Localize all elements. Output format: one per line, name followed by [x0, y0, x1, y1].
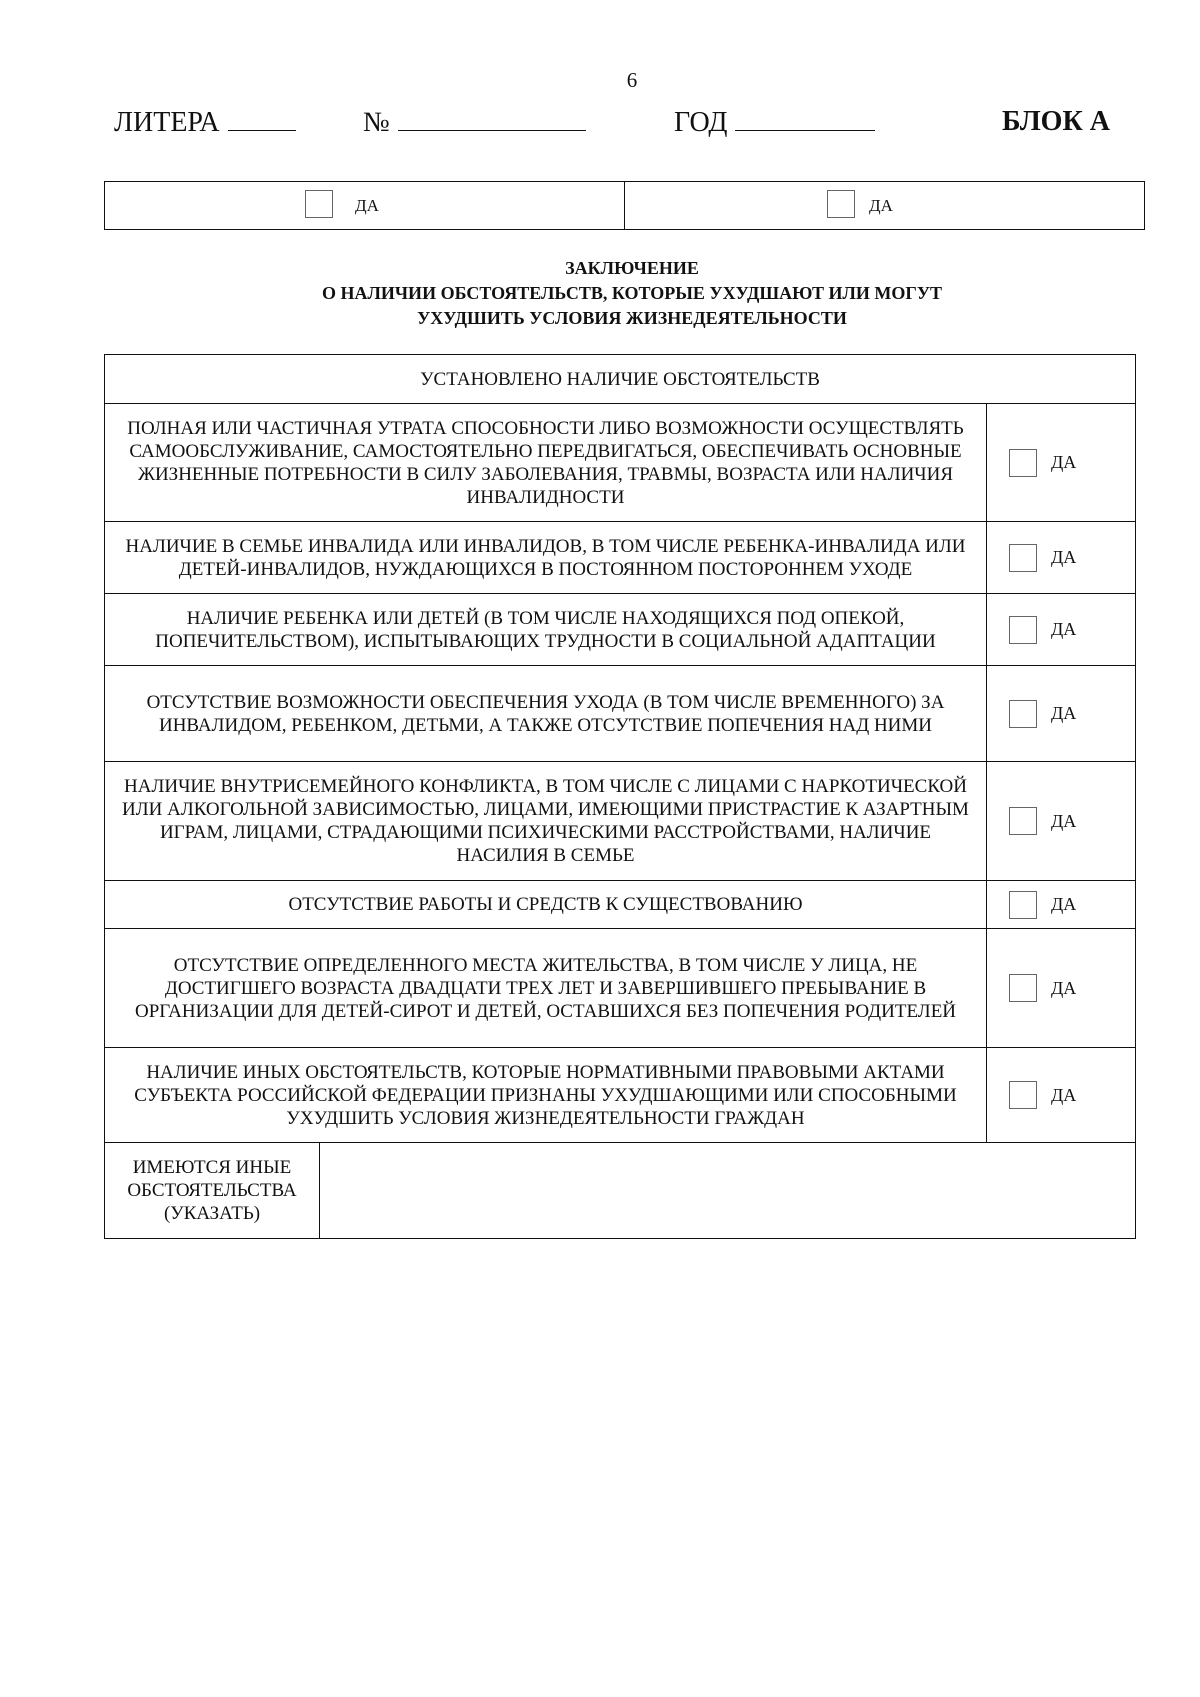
yes-checkbox-cell[interactable]: [987, 594, 1136, 666]
checkbox[interactable]: [305, 190, 333, 218]
table-row: [105, 404, 1136, 522]
checkbox-label: ДА: [355, 196, 379, 215]
yes-checkbox-cell[interactable]: [987, 522, 1136, 594]
checkbox[interactable]: [1009, 807, 1037, 835]
checkbox-label: ДА: [869, 196, 893, 215]
circumstance-text: НАЛИЧИЕ ИНЫХ ОБСТОЯТЕЛЬСТВ, КОТОРЫЕ НОРМАТИВНЫМИ ПРАВОВЫМИ АКТАМИ СУБЪЕКТА РОССИЙСКОЙ ФЕДЕРАЦИИ ПРИЗНАНЫ УХУДШАЮЩИМИ ИЛИ СПОСОБНЫМИ УХУДШИТЬ УСЛОВИЯ ЖИЗНЕДЕЯТЕЛЬНОСТИ ГРАЖДАН: [105, 1048, 987, 1143]
table-row: [105, 762, 1136, 881]
table-row: [105, 929, 1136, 1048]
other-circumstances-row: [105, 1143, 1136, 1239]
table-row: [105, 594, 1136, 666]
number-field[interactable]: [363, 106, 586, 139]
year-blank[interactable]: [735, 106, 875, 131]
other-circumstances-label: ИМЕЮТСЯ ИНЫЕ ОБСТОЯТЕЛЬСТВА (УКАЗАТЬ): [105, 1143, 320, 1239]
circumstance-text: НАЛИЧИЕ РЕБЕНКА ИЛИ ДЕТЕЙ (В ТОМ ЧИСЛЕ НАХОДЯЩИХСЯ ПОД ОПЕКОЙ, ПОПЕЧИТЕЛЬСТВОМ), ИСПЫТЫВАЮЩИХ ТРУДНОСТИ В СОЦИАЛЬНОЙ АДАПТАЦИИ: [105, 594, 987, 666]
checkbox[interactable]: [1009, 974, 1037, 1002]
yes-checkbox-cell[interactable]: [987, 404, 1136, 522]
checkbox[interactable]: [1009, 1081, 1037, 1109]
table-row: [105, 522, 1136, 594]
table-header: УСТАНОВЛЕНО НАЛИЧИЕ ОБСТОЯТЕЛЬСТВ: [105, 355, 1136, 404]
checkbox-label: ДА: [1051, 703, 1077, 723]
yes-checkbox-cell[interactable]: [987, 881, 1136, 929]
checkbox-label: ДА: [1051, 894, 1077, 914]
litera-blank[interactable]: [228, 106, 296, 131]
document-title: [0, 256, 1200, 331]
checkbox-label: ДА: [1051, 452, 1077, 472]
number-label: №: [363, 107, 390, 138]
page-number: 6: [626, 68, 638, 92]
title-line: ЗАКЛЮЧЕНИЕ: [565, 258, 699, 278]
checkbox[interactable]: [1009, 891, 1037, 919]
checkbox-label: ДА: [1051, 977, 1077, 998]
top-checkbox-row: [104, 181, 1145, 230]
year-label: ГОД: [674, 107, 728, 138]
table-row: [105, 1048, 1136, 1143]
yes-checkbox-cell[interactable]: [987, 1048, 1136, 1143]
circumstances-table: [104, 354, 1136, 1239]
title-line: УХУДШИТЬ УСЛОВИЯ ЖИЗНЕДЕЯТЕЛЬНОСТИ: [417, 308, 847, 328]
yes-checkbox-cell[interactable]: [987, 762, 1136, 881]
checkbox-label: ДА: [1051, 547, 1077, 567]
litera-field[interactable]: [114, 106, 296, 139]
table-header-row: [105, 355, 1136, 404]
yes-checkbox-cell[interactable]: [987, 666, 1136, 762]
checkbox[interactable]: [1009, 700, 1037, 728]
circumstance-text: ПОЛНАЯ ИЛИ ЧАСТИЧНАЯ УТРАТА СПОСОБНОСТИ ЛИБО ВОЗМОЖНОСТИ ОСУЩЕСТВЛЯТЬ САМООБСЛУЖИВАНИЕ, САМОСТОЯТЕЛЬНО ПЕРЕДВИГАТЬСЯ, ОБЕСПЕЧИВАТЬ ОСНОВНЫЕ ЖИЗНЕННЫЕ ПОТРЕБНОСТИ В СИЛУ ЗАБОЛЕВАНИЯ, ТРАВМЫ, ВОЗРАСТА ИЛИ НАЛИЧИЯ ИНВАЛИДНОСТИ: [105, 404, 987, 522]
checkbox-label: ДА: [1051, 1084, 1077, 1105]
checkbox[interactable]: [827, 190, 855, 218]
circumstance-text: ОТСУТСТВИЕ ВОЗМОЖНОСТИ ОБЕСПЕЧЕНИЯ УХОДА (В ТОМ ЧИСЛЕ ВРЕМЕННОГО) ЗА ИНВАЛИДОМ, РЕБЕНКОМ, ДЕТЬМИ, А ТАКЖЕ ОТСУТСТВИЕ ПОПЕЧЕНИЯ НАД НИМИ: [105, 666, 987, 762]
other-circumstances-input[interactable]: [320, 1143, 1136, 1239]
number-blank[interactable]: [398, 106, 586, 131]
circumstance-text: ОТСУТСТВИЕ РАБОТЫ И СРЕДСТВ К СУЩЕСТВОВАНИЮ: [105, 881, 987, 929]
checkbox-label: ДА: [1051, 810, 1077, 831]
title-line: О НАЛИЧИИ ОБСТОЯТЕЛЬСТВ, КОТОРЫЕ УХУДШАЮТ ИЛИ МОГУТ: [321, 283, 943, 303]
top-check-cell-left: [105, 182, 624, 229]
block-label: БЛОК А: [1002, 106, 1110, 137]
checkbox-label: ДА: [1051, 619, 1077, 639]
top-check-cell-right: [624, 182, 1144, 229]
yes-checkbox-cell[interactable]: [987, 929, 1136, 1048]
circumstance-text: НАЛИЧИЕ ВНУТРИСЕМЕЙНОГО КОНФЛИКТА, В ТОМ ЧИСЛЕ С ЛИЦАМИ С НАРКОТИЧЕСКОЙ ИЛИ АЛКОГОЛЬНОЙ ЗАВИСИМОСТЬЮ, ЛИЦАМИ, ИМЕЮЩИМИ ПРИСТРАСТИЕ К АЗАРТНЫМ ИГРАМ, ЛИЦАМИ, СТРАДАЮЩИМИ ПСИХИЧЕСКИМИ РАССТРОЙСТВАМИ, НАЛИЧИЕ НАСИЛИЯ В СЕМЬЕ: [105, 762, 987, 881]
circumstance-text: НАЛИЧИЕ В СЕМЬЕ ИНВАЛИДА ИЛИ ИНВАЛИДОВ, В ТОМ ЧИСЛЕ РЕБЕНКА-ИНВАЛИДА ИЛИ ДЕТЕЙ-ИНВАЛИДОВ, НУЖДАЮЩИХСЯ В ПОСТОЯННОМ ПОСТОРОННЕМ УХОДЕ: [105, 522, 987, 594]
checkbox[interactable]: [1009, 449, 1037, 477]
table-row: [105, 881, 1136, 929]
checkbox[interactable]: [1009, 544, 1037, 572]
year-field[interactable]: [674, 106, 875, 139]
circumstance-text: ОТСУТСТВИЕ ОПРЕДЕЛЕННОГО МЕСТА ЖИТЕЛЬСТВА, В ТОМ ЧИСЛЕ У ЛИЦА, НЕ ДОСТИГШЕГО ВОЗРАСТА ДВАДЦАТИ ТРЕХ ЛЕТ И ЗАВЕРШИВШЕГО ПРЕБЫВАНИЕ В ОРГАНИЗАЦИИ ДЛЯ ДЕТЕЙ-СИРОТ И ДЕТЕЙ, ОСТАВШИХСЯ БЕЗ ПОПЕЧЕНИЯ РОДИТЕЛЕЙ: [105, 929, 987, 1048]
table-row: [105, 666, 1136, 762]
checkbox[interactable]: [1009, 616, 1037, 644]
litera-label: ЛИТЕРА: [114, 107, 220, 138]
